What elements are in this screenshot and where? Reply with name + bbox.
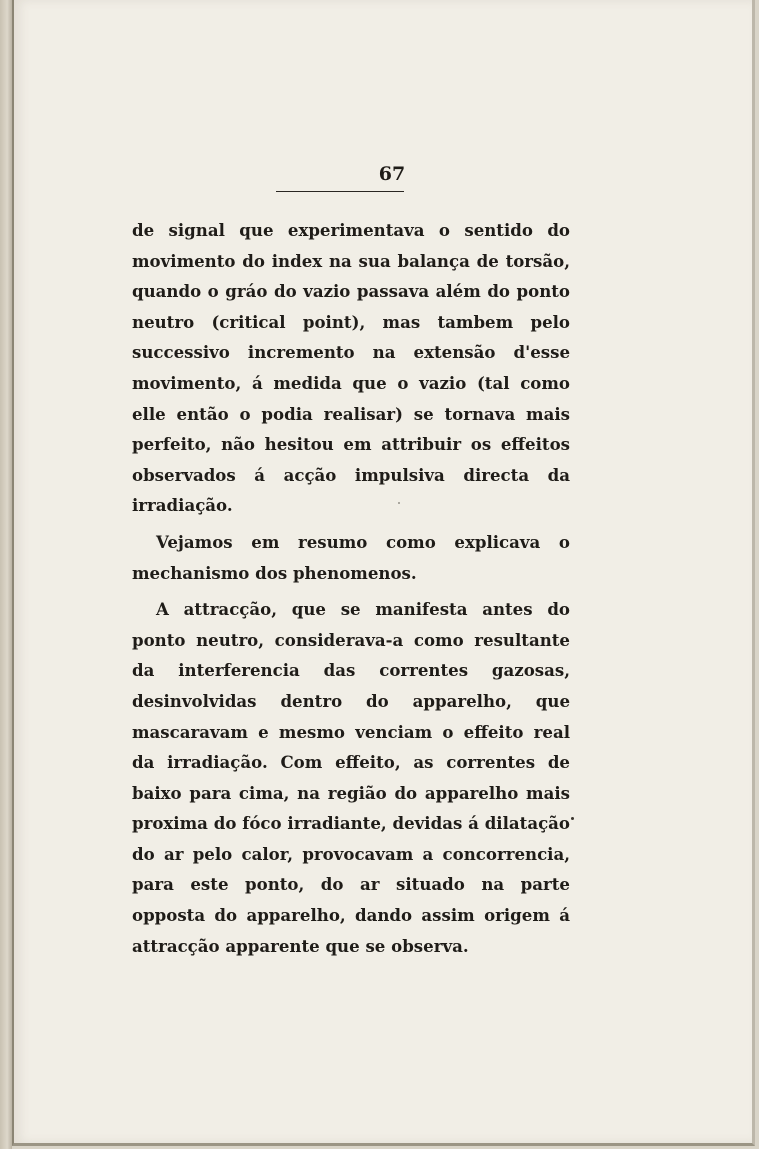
- paragraph-1: de signal que experimentava o sentido do movimento do index na sua balança de torsão, quando o gráo do vazio passava além do ponto neutro (critical point), mas tambem pelo successivo incremento na extensão d'esse movimento, á medida que o vazio (tal como elle então o podia realisar) se tornava mais perfeito, não hesitou em attribuir os effeitos observados á acção impulsiva directa da irradiação.: [132, 220, 570, 516]
- paragraph-3: A attracção, que se manifesta antes do ponto neutro, considerava-a como resultante da interferencia das correntes gazosas, desinvolvidas dentro do apparelho, que mascaravam e mesmo venciam o effeito real da irradiação. Com effeito, as correntes de baixo para cima, na região do apparelho mais proxima do fóco irradiante, devidas á dilatação do ar pelo calor, provocavam a concorrencia, para este ponto, do ar situado na parte opposta do apparelho, dando assim origem á attracção apparente que se observa.: [132, 599, 570, 956]
- ink-speck: [571, 817, 574, 820]
- ink-speck: [398, 502, 400, 504]
- paragraph-2: Vejamos em resumo como explicava o mechanismo dos phenomenos.: [132, 531, 570, 583]
- body-text: [132, 215, 570, 961]
- book-spine-edge: [0, 0, 12, 1149]
- page-number: 67: [378, 163, 406, 185]
- book-page: [12, 0, 755, 1146]
- header-rule: [276, 191, 404, 192]
